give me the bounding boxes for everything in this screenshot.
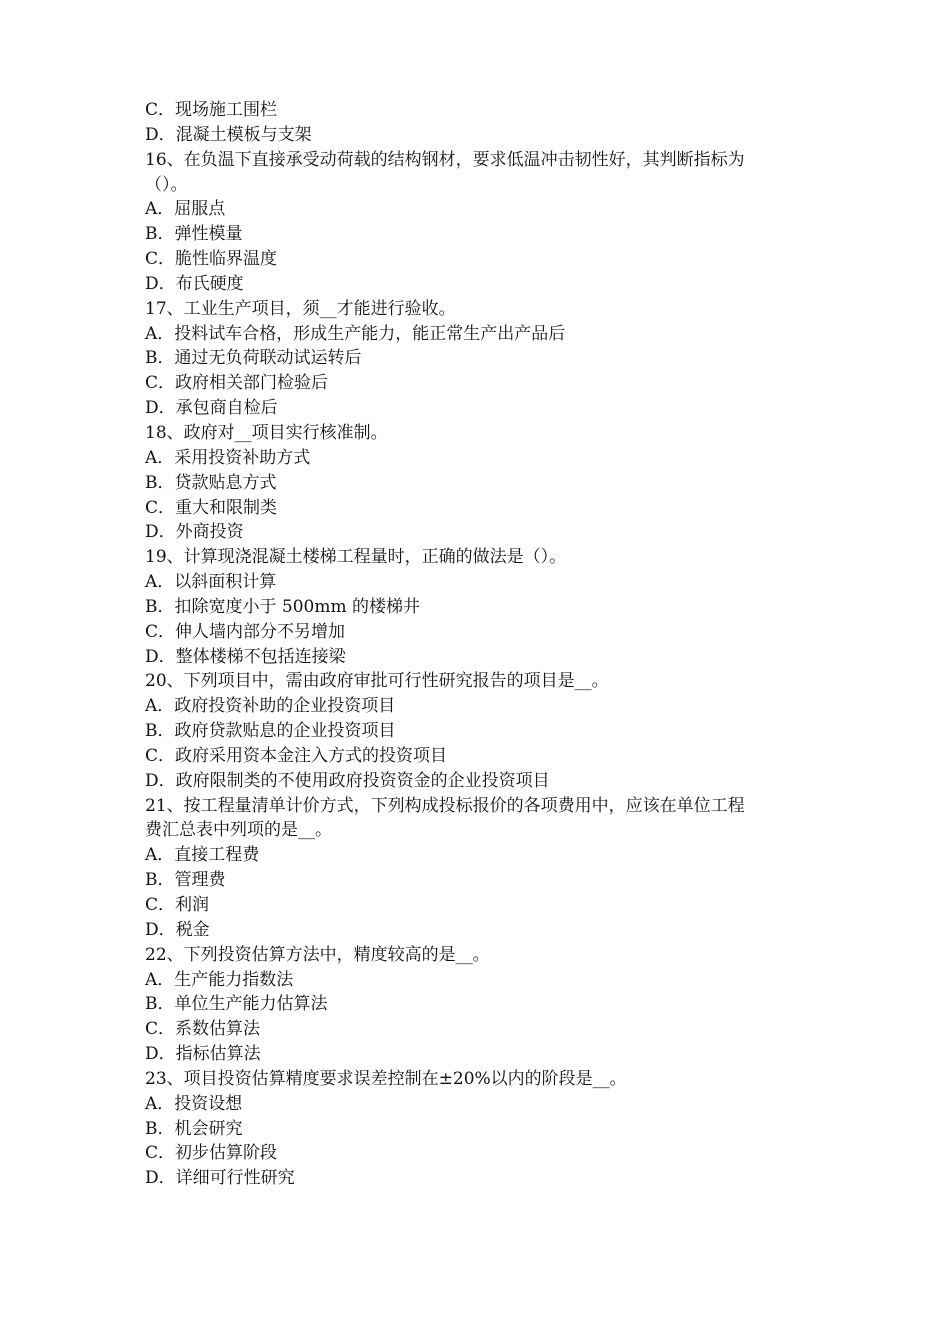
- option-d-q15: D．混凝土模板与支架: [145, 124, 312, 145]
- question-22: 22、下列投资估算方法中，精度较高的是__。: [145, 944, 490, 965]
- option-a-q17: A．投料试车合格，形成生产能力，能正常生产出产品后: [145, 323, 566, 344]
- question-16-cont: （）。: [145, 174, 188, 195]
- option-a-q18: A．采用投资补助方式: [145, 447, 311, 468]
- option-d-q21: D．税金: [145, 919, 210, 940]
- option-c-q17: C．政府相关部门检验后: [145, 373, 329, 394]
- option-a-q22: A．生产能力指数法: [145, 969, 294, 990]
- option-d-q19: D．整体楼梯不包括连接梁: [145, 646, 346, 667]
- option-a-q21: A．直接工程费: [145, 845, 260, 866]
- question-16: 16、在负温下直接承受动荷载的结构钢材，要求低温冲击韧性好，其判断指标为: [145, 149, 745, 170]
- option-a-q19: A．以斜面积计算: [145, 572, 277, 593]
- option-b-q21: B．管理费: [145, 870, 226, 891]
- question-17: 17、工业生产项目，须__才能进行验收。: [145, 298, 456, 319]
- option-c-q20: C．政府采用资本金注入方式的投资项目: [145, 745, 448, 766]
- option-a-q16: A．屈服点: [145, 199, 226, 220]
- option-b-q19: B．扣除宽度小于 500mm 的楼梯井: [145, 596, 420, 617]
- option-d-q16: D．布氏硬度: [145, 273, 244, 294]
- option-b-q23: B．机会研究: [145, 1118, 243, 1139]
- option-b-q18: B．贷款贴息方式: [145, 472, 277, 493]
- document-body: [145, 98, 825, 1191]
- question-21-cont: 费汇总表中列项的是__。: [145, 820, 332, 841]
- option-d-q22: D．指标估算法: [145, 1044, 261, 1065]
- option-c-q19: C．伸人墙内部分不另增加: [145, 621, 346, 642]
- option-a-q23: A．投资设想: [145, 1093, 243, 1114]
- option-c-q23: C．初步估算阶段: [145, 1143, 278, 1164]
- option-d-q20: D．政府限制类的不使用政府投资资金的企业投资项目: [145, 770, 550, 791]
- option-c-q22: C．系数估算法: [145, 1019, 261, 1040]
- question-23: 23、项目投资估算精度要求误差控制在±20%以内的阶段是__。: [145, 1068, 627, 1089]
- option-c-q18: C．重大和限制类: [145, 497, 278, 518]
- question-18: 18、政府对__项目实行核准制。: [145, 422, 388, 443]
- option-b-q20: B．政府贷款贴息的企业投资项目: [145, 721, 396, 742]
- option-c-q21: C．利润: [145, 895, 210, 915]
- option-b-q17: B．通过无负荷联动试运转后: [145, 348, 362, 369]
- option-c-q16: C．脆性临界温度: [145, 249, 278, 270]
- question-20: 20、下列项目中，需由政府审批可行性研究报告的项目是__。: [145, 671, 609, 692]
- option-d-q17: D．承包商自检后: [145, 398, 278, 419]
- option-c-q15: C．现场施工围栏: [145, 100, 278, 120]
- question-19: 19、计算现浇混凝土楼梯工程量时，正确的做法是（）。: [145, 547, 567, 568]
- option-b-q16: B．弹性模量: [145, 224, 243, 245]
- option-b-q22: B．单位生产能力估算法: [145, 994, 328, 1015]
- option-d-q18: D．外商投资: [145, 522, 244, 543]
- option-d-q23: D．详细可行性研究: [145, 1168, 295, 1189]
- option-a-q20: A．政府投资补助的企业投资项目: [145, 696, 396, 717]
- question-21: 21、按工程量清单计价方式，下列构成投标报价的各项费用中，应该在单位工程: [145, 795, 745, 816]
